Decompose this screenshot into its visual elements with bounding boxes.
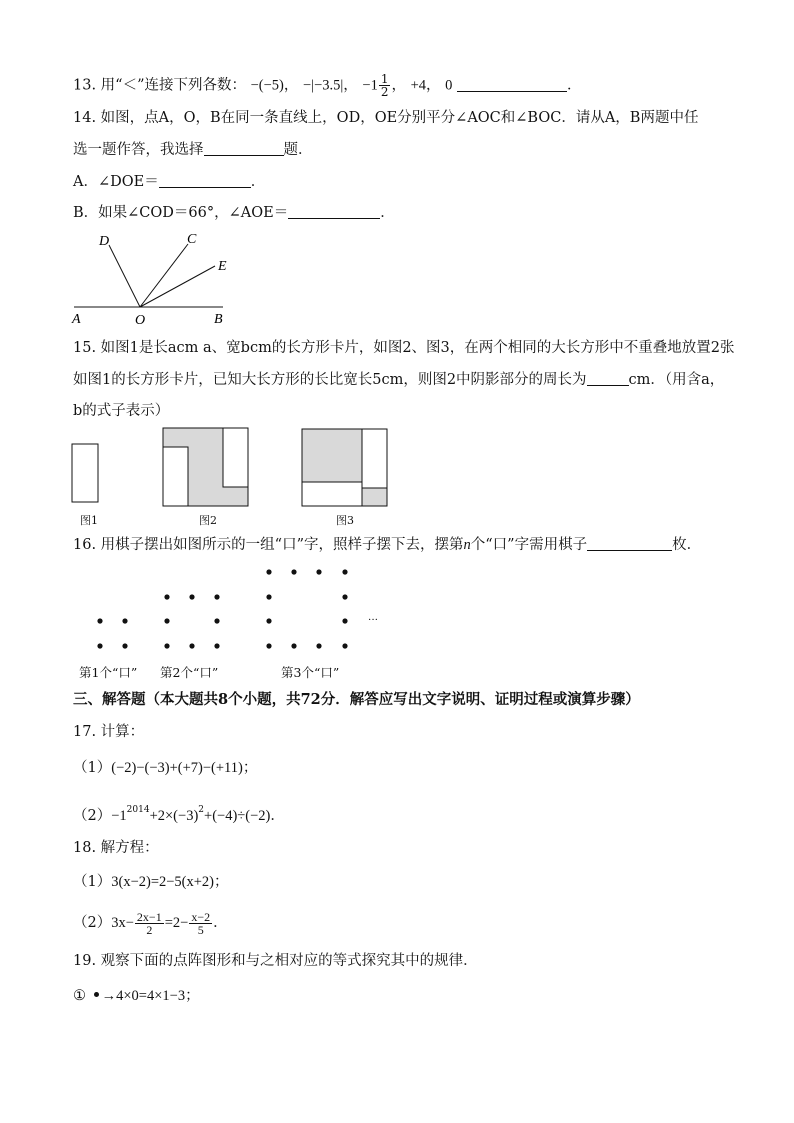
q15-fig2-label: 图2 [199, 514, 217, 527]
q19-item1-mark: ① [73, 988, 86, 1004]
q19-title-line [73, 951, 734, 971]
q18-fraction-1: $\frac{2x-1}{2}$ [136, 909, 162, 937]
q17-part2-c: +(−4)÷(−2)． [204, 808, 285, 824]
q16-var-n: n [463, 537, 471, 553]
q14-text1: 如图，点A，O，B在同一条直线上，OD，OE分别平分∠AOC和∠BOC．请从A，B两题中任 [100, 110, 699, 126]
q15-line2 [73, 370, 734, 390]
q18-part2-a: 3x− [111, 915, 134, 931]
q18-part1-expr: 3(x−2)=2−5(x+2)； [111, 874, 229, 890]
pattern-3 [266, 569, 347, 648]
q18-part2-b: =2− [164, 915, 189, 931]
q14-choice-blank[interactable] [204, 141, 284, 156]
q16-caption-2: 第2个“口” [160, 665, 219, 680]
q16-answer-blank[interactable] [587, 536, 672, 551]
q18-part1 [73, 872, 734, 892]
q15-text1: 如图1是长acm a、宽bcm的长方形卡片，如图2、图3，在两个相同的大长方形中不重叠地放置2张 [100, 340, 735, 356]
q16-caption-3: 第3个“口” [281, 665, 340, 680]
q14-option-b-text: B．如果∠COD＝66°，∠AOE＝ [73, 205, 289, 221]
q19-item1 [73, 986, 734, 1006]
figure2-card-right [223, 428, 248, 487]
q13-fraction: $\frac{1}{2}$ [380, 72, 389, 99]
q15-number: 15. [73, 340, 97, 356]
q15-text2a: 如图1的长方形卡片，已知大长方形的长比宽长5cm，则图2中阴影部分的周长为 [73, 372, 587, 388]
q15-fig3-label: 图3 [336, 514, 354, 527]
q13-item-3: −1 [362, 77, 378, 94]
q16-caption-1: 第1个“口” [79, 665, 138, 680]
q17-part2-exponent2: 2 [198, 805, 205, 815]
q13-intro: 用“＜”连接下列各数： [100, 77, 246, 94]
q16-text-a: 用棋子摆出如图所示的一组“口”字，照样子摆下去，摆第 [100, 537, 464, 553]
q17-part2-exponent: 2014 [126, 805, 150, 815]
label-c: C [187, 232, 197, 247]
figure3 [302, 429, 387, 506]
q16-dot-figure [88, 563, 388, 658]
pattern-2 [164, 594, 219, 648]
ray-od [109, 245, 140, 307]
q15-fig1-label: 图1 [80, 514, 98, 527]
q19-item1-expr: →4×0=4×1−3； [101, 988, 200, 1004]
figure3-card-right [362, 429, 387, 488]
label-b: B [214, 312, 223, 327]
q13-item-2: −|−3.5| [302, 77, 344, 94]
q17-part2-a: −1 [111, 808, 127, 824]
section-3-heading: 三、解答题（本大题共8个小题，共72分．解答应写出文字说明、证明过程或演算步骤） [73, 691, 640, 708]
figure1-card [72, 444, 98, 502]
q18-title-line [73, 838, 734, 858]
q15-text3: b的式子表示） [73, 403, 170, 419]
q13-item-4: +4 [410, 77, 427, 94]
q16-text-c: 枚． [672, 537, 702, 553]
q18-part2 [73, 905, 734, 945]
q17-part2 [73, 800, 734, 826]
pattern-1 [97, 618, 127, 648]
label-o: O [135, 313, 146, 328]
q17-part2-b: +2×(−3) [149, 808, 199, 824]
q19-item1-dot [94, 992, 99, 997]
q16-number: 16. [73, 537, 97, 553]
label-a: A [72, 312, 81, 327]
q17-number: 17. [73, 724, 97, 740]
q16-line [73, 535, 734, 555]
q14-number: 14. [73, 110, 97, 126]
q17-title: 计算： [100, 724, 145, 740]
q18-title: 解方程： [100, 840, 159, 856]
q15-text2b: cm．（用含a， [628, 372, 725, 388]
q19-title: 观察下面的点阵图形和与之相对应的等式探究其中的规律． [100, 953, 478, 969]
q18-fraction-2: $\frac{x-2}{5}$ [191, 909, 211, 937]
q14-line2 [73, 140, 734, 160]
q17-title-line [73, 722, 734, 742]
q18-part1-label: （1） [73, 874, 112, 890]
q14-line1 [73, 108, 734, 128]
ray-oe [140, 266, 215, 307]
q13-number: 13. [73, 77, 97, 94]
q16-text-b: 个“口”字需用棋子 [470, 537, 588, 553]
label-d: D [99, 234, 110, 249]
ray-oc [140, 244, 188, 307]
q14-option-a: A．∠DOE＝ ． [73, 174, 266, 190]
q17-part1 [73, 758, 734, 778]
q17-part2-label: （2） [73, 808, 112, 824]
q14-option-b-blank[interactable] [288, 204, 380, 219]
q17-part1-label: （1） [73, 760, 112, 776]
figure3-card-bottom [302, 482, 362, 506]
q13-item-1: −(−5) [250, 77, 284, 94]
q14-text2b: 题． [283, 142, 313, 158]
q14-option-a-blank[interactable] [159, 173, 251, 188]
q14-option-a-text: A．∠DOE＝ [73, 174, 159, 190]
label-e: E [218, 259, 227, 274]
q15-line1 [73, 338, 734, 358]
ellipsis: ··· [368, 615, 378, 626]
q14-option-b: B．如果∠COD＝66°，∠AOE＝ ． [73, 205, 395, 221]
q17-part1-expr: (−2)−(−3)+(+7)−(+11)； [111, 760, 258, 776]
q13-item-5: 0 [445, 77, 453, 94]
figure2 [163, 428, 248, 506]
q13-answer-blank[interactable] [457, 77, 567, 92]
q13-line: 13. 用“＜”连接下列各数： −(−5)， −|−3.5|， −1 $\frac{1}{2}$ ， +4， 0 ． [73, 72, 582, 99]
q15-answer-blank[interactable] [587, 371, 629, 386]
q15-line3 [73, 401, 734, 421]
q18-part2-label: （2） [73, 915, 112, 931]
figure2-card-left [163, 447, 188, 506]
q14-angle-figure [68, 228, 248, 328]
q18-part2-c: ． [213, 915, 228, 931]
q18-number: 18. [73, 840, 97, 856]
q14-text2a: 选一题作答，我选择 [73, 142, 204, 158]
q19-number: 19. [73, 953, 97, 969]
